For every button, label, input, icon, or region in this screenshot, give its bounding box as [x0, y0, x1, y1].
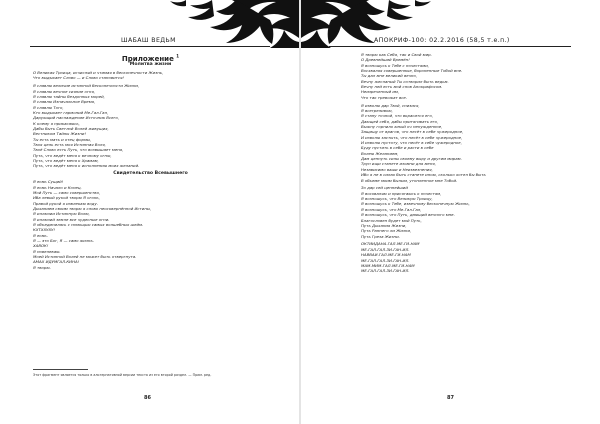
chant-line: МАМ-МИМ-ГАЛ-МЕ-ГИ-НАМ [361, 262, 415, 268]
testimony-line: Я иллюзии Истинную Волю, [33, 211, 90, 217]
testimony-line: Мой Путь — само совершенство, [33, 189, 101, 195]
page-number: 87 [447, 395, 454, 401]
footnote: Этот фрагмент является только в альтернативной версии текста из его второй раздел. — Прим. ред. [33, 373, 212, 377]
testimony-line: Я иллюзий земле все чудесные огни. [33, 216, 110, 222]
prayer-line: Что выдыхает Слово — и Слово становится! [33, 75, 124, 81]
verse-line: И изволю пустоту, что несёт в себе чужеродное, [361, 140, 462, 146]
prayer-line: Я славлю величие истинной бесконечности Жизни, [33, 83, 140, 89]
testimony-line: ХАВОК! [33, 243, 49, 249]
testimony-line: Я есмь Сущий! [33, 179, 64, 185]
verse-line: В обьеме моим былым, утопленное мне Тобой. [361, 177, 458, 183]
verse-line: Путь Греза Жизни. [361, 233, 400, 239]
footnote-rule [33, 369, 88, 370]
right-text-block [361, 52, 576, 274]
verse-line: Путь Раннего ли Жизни, [361, 228, 412, 234]
testimony-line: Дыханием своим творю я слово неосквернённой Истины, [33, 205, 152, 211]
verse-line: Я стану точной, что вкрасится его, [361, 113, 434, 119]
prayer-line: Путь, что ведёт меня к вечному огню, [33, 152, 112, 158]
verse-line: Выжну горнило юный оч ненужденное, [361, 124, 443, 130]
testimony-line: Я есмь Начало и Конец. [33, 184, 82, 190]
section-title-testimony: Свидетельство Всевышнего [113, 171, 188, 177]
testimony-line: Я творю. [33, 264, 51, 270]
verse-line: Благословен будет мой Путь, [361, 217, 422, 223]
verse-line: Я возношусь, что Путь, дающий вечного мне. [361, 212, 455, 218]
verse-line: О Древнейший Времён! [361, 57, 410, 63]
verse-line: Я творю как Себя, так и Свой мир. [361, 52, 432, 57]
running-head: АПОКРИФ-100: 02.2.2016 (58,5 т.е.п.) [374, 37, 510, 44]
verse-line: Восхваляя совершенные, бороненные Тобой вне. [361, 68, 463, 74]
prayer-line: Я славлю Того, [33, 104, 64, 110]
header-rule [30, 46, 270, 47]
verse-line: Я изволю дар Твой, снизися, [361, 102, 420, 108]
testimony-line: Моей Истинной Волей не может быть отвергнута. [33, 254, 137, 259]
verse-line: Буду пустить в себе и расти в себе [361, 145, 434, 151]
verse-line: Неизреченный им, [361, 89, 400, 95]
prayer-line: Твоё Слово есть Путь, что возвышает меня, [33, 147, 124, 153]
verse-line: Я возношусь к Тебе, извечному бесконечную Жизнь, [361, 201, 470, 207]
footnote-marker: 1 [176, 54, 180, 59]
right-page [301, 0, 600, 424]
prayer-line: К коему я прикасаюсь, [33, 120, 80, 126]
prayer-line: Дарующий наслаждение Источник Всего, [33, 115, 120, 121]
testimony-line: Иба левый рукой творю Я огонь, [33, 195, 100, 201]
verse-line: Я возношусь, что Великую Троицу, [361, 196, 433, 202]
verse-line: Волею Желанием, [361, 150, 399, 156]
verse-line: Дающей себя, дабы притягивать его, [361, 118, 439, 124]
verse-line: Я восхваляю и присягаюсь к почестям, [361, 190, 442, 196]
chant-line: ОКТИИДАНА-ГАЛ-МЕ-ГИ-НАМ [361, 241, 420, 247]
testimony-line: Я — это Бог, Я — само жизнь. [33, 237, 94, 243]
verse-line: Ибо я не в силах быть станете иною, сколько хотел бы быть [361, 172, 486, 178]
prayer-line: Ты есть мать и отец формы, [33, 136, 92, 142]
verse-line: Независимо ваши и Неизвезнения, [361, 166, 433, 172]
header-rule [329, 46, 571, 47]
prayer-line: Дабы быть Светлой Волей живущих, [33, 125, 109, 131]
prayer-line: Я славлю Изначальное Время, [33, 99, 96, 105]
verse-line: Ты дал мне великий вечно, [361, 73, 418, 79]
prayer-line: О Великая Троица, исчисляй и чтимая в бесконечности Жизнь, [33, 69, 164, 75]
verse-line: Вечну ней есть мой снов Апокрифосом. [361, 84, 443, 90]
running-head: ШАБАШ ВЕДЬМ [121, 37, 176, 44]
prayer-line: Твоя цель есть моя Истинная Воля, [33, 141, 106, 147]
testimony-line: Правой рукой я извлекаю воду. [33, 200, 98, 206]
verse-line: Труп ищи станете изомни для меня, [361, 161, 436, 167]
verse-line: Я возношусь, что Ме-Гал-Гал, [361, 206, 422, 212]
chant-line: МЕ-ГАЛ-ГАЛ-ЗИ-ГАН-ИЛ. [361, 268, 410, 274]
page-number: 86 [144, 395, 151, 401]
prayer-line: Кто выдыхает гармоний Ме-Гал-Гал, [33, 109, 109, 115]
testimony-line: АМАХ ИДУМГАЛ-КИНА! [33, 259, 80, 265]
chant-line: МЕ-ГАЛ-ГАЛ-ЗИ-ГАН-ИЛ. [361, 246, 410, 252]
verse-line: Что так тревожат все. [361, 94, 408, 100]
verse-line: Дам ценнуть силы своему выру и другим мирам. [361, 156, 462, 162]
verse-line: Зо дар сей ценнейший [361, 185, 408, 191]
prayer-line: Вестником Тайны Жизни! [33, 131, 87, 137]
verse-line: И изволю застыть, что несёт в себе чужеродное, [361, 134, 463, 140]
prayer-line: Я славлю тайны бездонных морей, [33, 93, 105, 99]
left-text-block [33, 54, 268, 270]
verse-line: Защищу от врагов, что несёт в себе чужеродное, [361, 129, 464, 135]
chant-line: НАВВАИ-ГАЛ-МЕ-ГИ-НАМ [361, 252, 411, 258]
verse-line: Путь Дыхания Жизни, [361, 222, 407, 228]
prayer-line: Путь, что ведёт меня к Храмам, [33, 157, 99, 163]
testimony-line: Я объединилась с помощью самых волшебных шейм. [33, 221, 144, 227]
section-title-prayer: Молитва жизни [129, 61, 172, 67]
chant-line: МЕ-ГАЛ-ГАЛ-ЗИ-ГАН-ИЛ. [361, 257, 410, 263]
testimony-line: КХТХХУХУ! [33, 227, 56, 233]
left-page [0, 0, 299, 424]
prayer-line: Путь, что ведёт меня к исполнению моих желаний. [33, 163, 140, 169]
verse-line: Я возношусь к Тебе с почестями, [361, 62, 429, 68]
prayer-line: Я славлю вечное сияние огня, [33, 88, 96, 94]
appendix-title-text: Приложение $^1$ [121, 54, 180, 64]
verse-line: Вечну жесланый Ты сотворил быть ведьм. [361, 78, 449, 84]
verse-line: Я всегреливою, [361, 108, 393, 114]
testimony-line: Я повелеваю. [33, 248, 61, 254]
testimony-line: Я есмь. [33, 232, 48, 238]
